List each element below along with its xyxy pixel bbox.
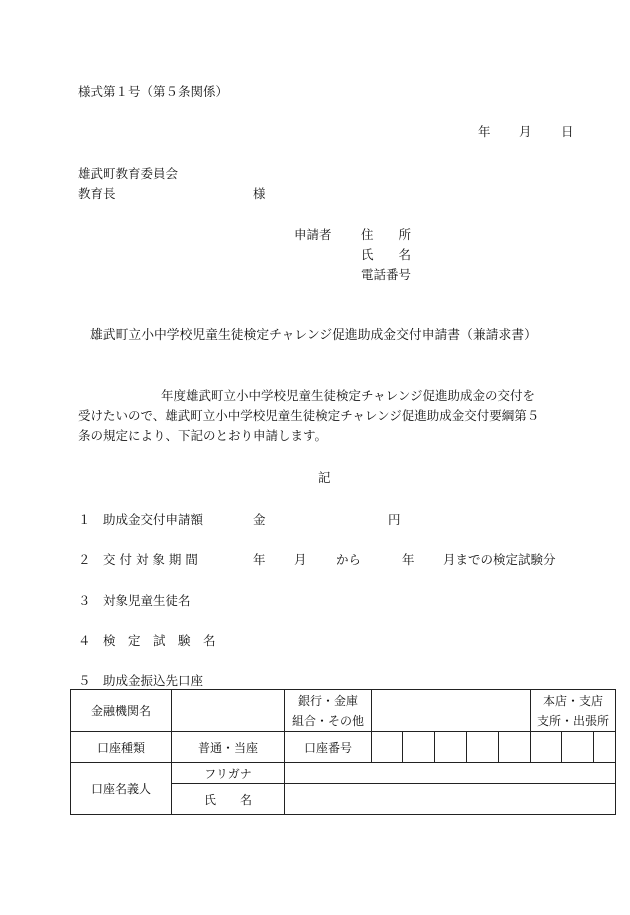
account-digit-1[interactable] <box>372 732 403 763</box>
furigana-field[interactable] <box>285 763 616 784</box>
item-3-number: ３ <box>78 593 91 608</box>
item-2-month-1: 月 <box>294 552 307 567</box>
item-4-label: 検 定 試 験 名 <box>103 633 216 648</box>
holder-name-field[interactable] <box>285 784 616 815</box>
branch-type-cell <box>531 690 616 732</box>
form-number: 様式第１号（第５条関係） <box>78 84 229 99</box>
bank-type-line-1: 銀行・金庫 <box>297 693 358 708</box>
account-digit-5[interactable] <box>499 732 531 763</box>
holder-name-label: 氏 名 <box>172 784 285 815</box>
furigana-label: フリガナ <box>172 763 285 784</box>
body-line-1: 年度雄武町立小中学校児童生徒検定チャレンジ促進助成金の交付を <box>161 388 536 403</box>
body-line-3: 条の規定により、下記のとおり申請します。 <box>78 428 328 443</box>
applicant-address-label: 住 所 <box>361 227 412 242</box>
item-5-number: ５ <box>78 673 91 688</box>
bank-type-line-2: 組合・その他 <box>291 713 364 728</box>
item-2-year-1: 年 <box>253 552 266 567</box>
bank-name-field[interactable] <box>172 690 285 732</box>
body-line-2: 受けたいので、雄武町立小中学校児童生徒検定チャレンジ促進助成金交付要綱第５ <box>78 408 540 423</box>
item-4-number: ４ <box>78 633 91 648</box>
date-month: 月 <box>519 124 532 139</box>
bank-label-cell: 金融機関名 <box>71 690 172 732</box>
account-digit-7[interactable] <box>562 732 594 763</box>
applicant-phone-label: 電話番号 <box>361 267 412 282</box>
item-2-month-2: 月までの検定試験分 <box>443 552 556 567</box>
applicant-name-label: 氏 名 <box>361 247 412 262</box>
branch-type-line-2: 支所・出張所 <box>536 713 609 728</box>
account-number-label: 口座番号 <box>285 732 372 763</box>
document-title: 雄武町立小中学校児童生徒検定チャレンジ促進助成金交付申請書（兼請求書） <box>90 328 537 343</box>
item-1-yen: 円 <box>388 512 401 527</box>
date-day: 日 <box>561 124 574 139</box>
account-digit-3[interactable] <box>435 732 467 763</box>
applicant-label: 申請者 <box>294 227 332 242</box>
item-5-label: 助成金振込先口座 <box>103 673 204 688</box>
item-1-number: １ <box>78 512 91 527</box>
recipient-honorific: 様 <box>253 186 266 201</box>
account-type-label: 口座種類 <box>71 732 172 763</box>
holder-label: 口座名義人 <box>71 763 172 815</box>
item-1-kin: 金 <box>253 512 266 527</box>
account-table <box>70 689 616 815</box>
recipient-title: 教育長 <box>78 186 116 201</box>
branch-name-field[interactable] <box>372 690 531 732</box>
date-year: 年 <box>478 124 491 139</box>
item-3-label: 対象児童生徒名 <box>103 593 191 608</box>
account-type-value[interactable]: 普通・当座 <box>172 732 285 763</box>
item-2-label: 交 付 対 象 期 間 <box>103 552 198 567</box>
recipient-org: 雄武町教育委員会 <box>78 166 179 181</box>
branch-type-line-1: 本店・支店 <box>542 693 603 708</box>
account-digit-6[interactable] <box>531 732 562 763</box>
account-digit-2[interactable] <box>403 732 435 763</box>
item-2-year-2: 年 <box>402 552 415 567</box>
account-digit-4[interactable] <box>467 732 499 763</box>
item-2-kara: から <box>336 552 362 567</box>
item-1-label: 助成金交付申請額 <box>103 512 204 527</box>
item-2-number: ２ <box>78 552 91 567</box>
bank-type-cell <box>285 690 372 732</box>
ki-heading: 記 <box>318 470 331 485</box>
account-digit-8[interactable] <box>594 732 616 763</box>
